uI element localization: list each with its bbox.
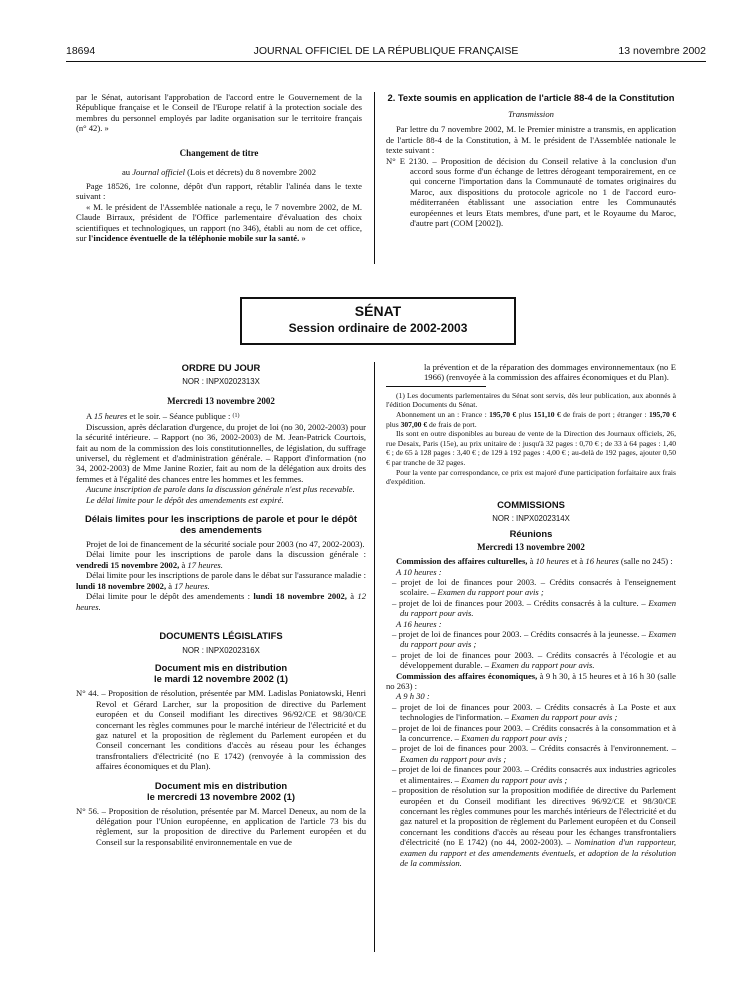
delai-2 (76, 570, 366, 591)
delai-2-date: lundi 18 novembre 2002, (76, 580, 167, 591)
transmission-intro: Par lettre du 7 novembre 2002, M. le Premier ministre a transmis, en application de l'article 88-4 de la Constitution, à M. le président de l'Assemblée nationale le texte suivant : (386, 124, 676, 156)
economic-item-3 (386, 743, 676, 764)
delai-3-time: 12 heures. (76, 591, 366, 612)
senat-title-box (240, 297, 516, 345)
delai-2-pre: Délai limite pour les inscriptions de parole dans le débat sur l'assurance maladie : (86, 570, 366, 581)
bottom-column-divider (374, 362, 375, 952)
delai-3-mid: à (346, 591, 358, 602)
quote-bold: l'incidence éventuelle de la téléphonie mobile sur la santé. (88, 233, 300, 244)
doc2-heading-line1: Document mis en distribution (154, 779, 288, 791)
fn2-pre: Abonnement un an : France : (396, 410, 490, 419)
top-column-divider (374, 92, 375, 264)
commissions-nor: NOR : INPX0202314X (492, 513, 570, 523)
seance-time: 15 heures (93, 411, 128, 422)
economic-item-5-text: – proposition de résolution sur la proposition modifiée de directive du Parlement européen et du Conseil modifiant les directives 96/92/CE et 98/30/CE concernant les règles communes pour les marchés intérieurs de l'électricité et du gaz naturel et la proposition de règlement du Parlement européen et du Conseil concernant les conditions d'accès au réseau pour les échanges transfrontaliers d'électricité (no E 1742) (no 44, 2002-2003). – (392, 785, 676, 848)
fn2-end: de frais de port. (427, 419, 477, 429)
document-56 (76, 806, 366, 848)
page-note: Page 18526, 1re colonne, dépôt d'un rapport, rétablir l'alinéa dans le texte suivant : (76, 181, 362, 202)
seance-footnote-mark: (1) (232, 413, 240, 420)
economic-item-2 (386, 723, 676, 744)
culture-pre: à (527, 556, 536, 567)
doc2-heading-line2: le mercredi 13 novembre 2002 (1) (147, 790, 295, 802)
reunions-heading: Réunions (509, 528, 553, 540)
issue-date: 13 novembre 2002 (618, 45, 706, 57)
culture-time-1: 10 heures (535, 556, 569, 567)
footnote-subscription (386, 410, 676, 429)
seance-rest: et le soir. – Séance publique : (127, 411, 231, 422)
culture-item-1 (386, 577, 676, 598)
continuation-text: la prévention et de la réparation des dommages environnementaux (no E 1966) (renvoyée à la commission des affaires économiques et du Plan). (424, 362, 676, 383)
fn2-price-4: 307,00 € (400, 419, 428, 429)
economic-item-4-action: Examen du rapport pour avis ; (461, 774, 568, 785)
footnote-1: (1) Les documents parlementaires du Sénat sont servis, dès leur publication, aux abonnés à l'édition Documents du Sénat. (386, 390, 676, 410)
item-label: N° E 2130. (386, 155, 429, 166)
doc1-heading-line1: Document mis en distribution (154, 662, 288, 674)
ordre-date-heading: Mercredi 13 novembre 2002 (167, 396, 275, 407)
delai-3 (76, 591, 366, 612)
bottom-right-column (386, 362, 676, 868)
session-subtitle: Session ordinaire de 2002-2003 (288, 321, 468, 335)
documents-nor: NOR : INPX0202316X (182, 645, 260, 655)
fn2-price-3: 195,70 € (648, 410, 677, 419)
journal-reference (76, 167, 362, 177)
culture-slot-16h: A 16 heures : (396, 618, 442, 629)
culture-slot-10h: A 10 heures : (396, 566, 442, 577)
economic-schedule: à 9 h 30, à 15 heures et à 16 h 30 (salle no 263) : (386, 670, 676, 692)
top-right-column (386, 92, 676, 228)
page-header (66, 45, 706, 59)
culture-time-2: 16 heures (585, 556, 619, 567)
seance-line (76, 411, 366, 421)
delai-3-date: lundi 18 novembre 2002, (253, 591, 347, 602)
economic-item-4-text: – projet de loi de finances pour 2003. – Crédits consacrés aux industries agricoles et alimentaires. – (392, 764, 676, 785)
fn2-price-2: 151,10 € (533, 410, 561, 419)
discussion-paragraph: Discussion, après déclaration d'urgence, du projet de loi (no 30, 2002-2003) pour la sécurité intérieure. – Rapport (no 36, 2002-2003) de M. Jean-Patrick Courtois, fait au nom de la commission des lois constitutionnelles, de législation, du suffrage universel, du règlement et d'administration générale. – Rapport d'information (no 34, 2002-2003) de Mme Janine Rozier, fait au nom de la délégation aux droits des femmes et à l'égalité des chances entre les hommes et les femmes. (76, 421, 366, 484)
ordre-du-jour-heading: ORDRE DU JOUR (181, 362, 261, 373)
culture-commission (386, 556, 676, 566)
economic-item-2-text: – projet de loi de finances pour 2003. – Crédits consacrés à la consommation et à la concurrence. – (392, 722, 676, 744)
documents-heading: DOCUMENTS LÉGISLATIFS (159, 629, 283, 641)
economic-item-3-text: – projet de loi de finances pour 2003. – Crédits consacrés à l'environnement. – (392, 743, 676, 754)
delai-1 (76, 549, 366, 570)
delai-3-pre: Délai limite pour le dépôt des amendements : (86, 591, 254, 602)
footnote-unit-prices: Ils sont en outre disponibles au bureau de vente de la Direction des Journaux officiels, 26, rue Desaix, Paris (15e), au prix unitaire de : jusqu'à 32 pages : 0,70 € ; de 33 à 64 pages : 1,40 € ; de 65 à 128 pages : 3,40 € ; de 129 à 192 pages : 4,00 € ; au-delà de 192 pages, ajouter 0,50 € par tranche de 32 pages. (386, 429, 676, 467)
commissions-date: Mercredi 13 novembre 2002 (477, 542, 585, 553)
ref-journal: Journal officiel (132, 166, 185, 177)
page-number: 18694 (66, 45, 96, 57)
ref-prefix: au (121, 166, 133, 177)
bottom-left-column (76, 362, 366, 847)
economic-item-1-text: – projet de loi de finances pour 2003. – Crédits consacrés à La Poste et aux technologies de l'information. – (392, 701, 676, 723)
culture-item-3 (386, 629, 676, 650)
delai-1-time: 17 heures. (187, 559, 223, 570)
culture-item-1-text: – projet de loi de finances pour 2003. – Crédits consacrés à l'enseignement scolaire. – (392, 576, 676, 598)
intro-paragraph: par le Sénat, autorisant l'approbation de l'accord entre le Gouvernement de la République française et le Conseil de l'Europe relatif à la protection sociale des membres du personnel employés par ladite organisation sur le territoire français (n° 42). » (76, 92, 362, 134)
ordre-nor: NOR : INPX0202313X (182, 377, 260, 386)
document-44-text: – Proposition de résolution, présentée par MM. Ladislas Poniatowski, Henri Revol et Gérard Larcher, sur la proposition de directive du Parlement européen et du Conseil modifiant les directives 96/92/CE et 98/30/CE concernant les règles communes pour le marché intérieur de l'électricité et du gaz naturel et la proposition de règlement du Parlement européen et du Conseil concernant les conditions d'accès au réseau pour les échanges transfrontaliers d'électricité (no E 1742) (renvoyée à la commission des affaires économiques et du Plan). (96, 688, 366, 772)
culture-item-2-action: Examen du rapport pour avis. (400, 597, 676, 619)
footnote-mail-order: Pour la vente par correspondance, ce prix est majoré d'une participation forfaitaire aux frais d'expédition. (386, 467, 676, 487)
culture-room: (salle no 245) : (618, 556, 673, 567)
delais-heading: Délais limites pour les inscriptions de parole et pour le dépôt des amendements (85, 513, 357, 536)
top-left-column (76, 92, 362, 243)
economic-item-5 (386, 785, 676, 868)
economic-commission-name: Commission des affaires économiques, (396, 670, 538, 681)
economic-item-2-action: Examen du rapport pour avis ; (461, 733, 568, 744)
culture-item-1-action: Examen du rapport pour avis ; (437, 587, 544, 598)
document-56-text: – Proposition de résolution, présentée par M. Marcel Deneux, au nom de la délégation pour l'Union européenne, en application de l'article 73 bis du règlement, sur la proposition de directive du Parlement européen et du Conseil sur la responsabilité environnementale en vue de (96, 805, 366, 847)
economic-item-5-action: Nomination d'un rapporteur, examen du rapport et des amendements éventuels, et adoption de la résolution de la commission. (400, 837, 676, 868)
ref-suffix: (Lois et décrets) du 8 novembre 2002 (184, 166, 317, 177)
quote-paragraph (76, 202, 362, 244)
economic-commission (386, 671, 676, 692)
transmission-item (386, 156, 676, 229)
culture-commission-name: Commission des affaires culturelles, (396, 556, 528, 567)
economic-slot-930: A 9 h 30 : (396, 691, 430, 702)
seance-a: A (86, 411, 94, 422)
culture-item-2 (386, 598, 676, 619)
economic-item-3-action: Examen du rapport pour avis ; (400, 753, 507, 764)
fn2-mid-1: plus (516, 410, 534, 419)
changement-heading: Changement de titre (179, 147, 259, 158)
quote-end: » (299, 233, 306, 244)
footnote-rule (386, 386, 486, 387)
document-56-label: N° 56. (76, 805, 100, 816)
senat-title: SÉNAT (354, 303, 402, 319)
delai-2-time: 17 heures. (174, 580, 210, 591)
aucune-inscription: Aucune inscription de parole dans la discussion générale n'est plus recevable. (86, 484, 355, 495)
doc1-heading-line2: le mardi 12 novembre 2002 (1) (154, 673, 288, 685)
quote-text: « M. le président de l'Assemblée nationale a reçu, le 7 novembre 2002, de M. Claude Birraux, président de l'Office parlementaire d'évaluation des choix scientifiques et technologiques, un rapport (no 346), établi au nom de cet office, sur (76, 201, 362, 244)
commissions-heading: COMMISSIONS (497, 498, 565, 510)
document-44 (76, 688, 366, 771)
item-text: – Proposition de décision du Conseil relative à la conclusion d'un accord sous forme d'un échange de lettres dérogeant temporairement, en ce qui concerne l'importation dans la Communauté de tomates originaires du Maroc, aux dispositions du protocole agricole no 1 de l'accord euro-méditerranéen établissant une association entre les Communautés européennes et leurs Etats membres, d'une part, et le Royaume du Maroc, d'autre part (COM [2002]). (410, 155, 676, 229)
economic-item-4 (386, 764, 676, 785)
delai-1-pre: Délai limite pour les inscriptions de parole dans la discussion générale : (86, 549, 366, 560)
culture-item-4-text: – projet de loi de finances pour 2003. – Crédits consacrés à l'écologie et au développement durable. – (392, 649, 676, 671)
culture-item-4 (386, 650, 676, 671)
culture-item-3-action: Examen du rapport pour avis ; (400, 629, 676, 650)
culture-mid: et à (568, 556, 586, 567)
document-44-label: N° 44. (76, 688, 99, 699)
transmission-subheading: Transmission (508, 109, 554, 119)
journal-title: JOURNAL OFFICIEL DE LA RÉPUBLIQUE FRANÇAISE (253, 45, 519, 57)
culture-item-4-action: Examen du rapport pour avis. (491, 660, 595, 671)
delai-expire: Le délai limite pour le dépôt des amendements est expiré. (86, 494, 284, 505)
fn2-price-1: 195,70 € (489, 410, 517, 419)
delai-1-date: vendredi 15 novembre 2002, (76, 559, 180, 570)
fn2-mid-3: plus (386, 419, 401, 429)
article-88-4-heading: 2. Texte soumis en application de l'article 88-4 de la Constitution (387, 92, 675, 103)
projet-financement: Projet de loi de financement de la sécurité sociale pour 2003 (no 47, 2002-2003). (86, 539, 365, 550)
delai-2-mid: à (166, 580, 175, 591)
header-rule (66, 61, 706, 62)
delai-1-mid: à (179, 559, 188, 570)
culture-item-2-text: – projet de loi de finances pour 2003. – Crédits consacrés à la culture. – (392, 597, 649, 608)
culture-item-3-text: – projet de loi de finances pour 2003. – Crédits consacrés à la jeunesse. – (392, 629, 649, 639)
economic-item-1 (386, 702, 676, 723)
fn2-mid-2: de frais de port ; étranger : (560, 410, 649, 419)
economic-item-1-action: Examen du rapport pour avis ; (511, 712, 618, 723)
